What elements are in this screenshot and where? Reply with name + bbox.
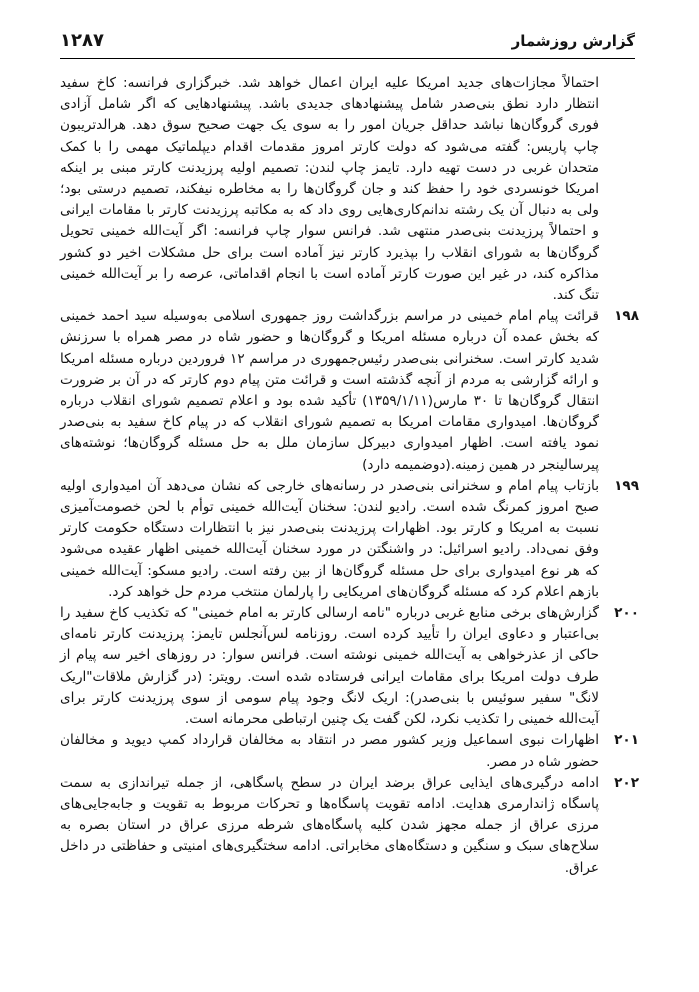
entry-text: اظهارات نبوی اسماعیل وزیر کشور مصر در انتقاد به مخالفان قرارداد کمپ دیوید و مخالفان حضور شاه در مصر. [60, 732, 599, 770]
page-header [60, 30, 635, 59]
running-title: گزارش روزشمار [511, 32, 635, 50]
entry-number: ۱۹۸ [614, 308, 639, 325]
entry-number: ۲۰۲ [614, 774, 639, 791]
entry-text: احتمالاً مجازات‌های جدید امریکا علیه ایران اعمال خواهد شد. خبرگزاری فرانسه: کاخ سفید انتظار دارد نطق بنی‌صدر شامل پیشنهادهای جدیدی باشد. پیشنهادهایی که اگر شامل آزادی فوری گروگان‌ها نباشد حداقل جریان امور را به سوی یک جهت صحیح سوق دهد. هرالدتریبون چاپ پاریس: گفته می‌شود که دولت کارتر امروز مقدمات اقدام دیپلماتیک مهمی را با کمک متحدان غربی در دست تهیه دارد. تایمز چاپ لندن: تصمیم اولیه پرزیدنت کارتر مبنی بر اینکه امریکا خونسردی خود را حفظ کند و جان گروگان‌ها را به مخاطره نیفکند، تصمیم درستی بود؛ ولی به دنبال آن یک رشته ندانم‌کاری‌هایی روی داد که به مکاتبه پرزیدنت کارتر با مقامات ایرانی و احتمالاً پرزیدنت بنی‌صدر منتهی شد. فرانس سوار چاپ فرانسه: اگر آیت‌الله خمینی تحویل گروگان‌ها به شورای انقلاب را بپذیرد کارتر نیز آماده است برای حل مشکلات اخیر دو کشور مذاکره کند، در غیر این صورت کارتر آماده است با انجام اقداماتی، عرصه را بر آیت‌الله خمینی تنگ کند. [60, 75, 599, 304]
entry-text: قرائت پیام امام خمینی در مراسم بزرگداشت روز جمهوری اسلامی به‌وسیله سید احمد خمینی که بخش عمده آن درباره مسئله امریکا و گروگان‌ها و حضور شاه در مصر همراه با سرزنش شدید کارتر است. سخنرانی بنی‌صدر رئیس‌جمهوری در مراسم ۱۲ فروردین درباره مسئله امریکا و ارائه گزارشی به مردم از آنچه گذشته است و قرائت متن پیام دوم کارتر که در آن بر ضرورت انتقال گروگان‌ها تا ۳۰ مارس(۱۳۵۹/۱/۱۱) تأکید شده بود و اعلام تصمیم شورای انقلاب درباره گروگان‌ها. امیدواری مقامات امریکا به تصمیم شورای انقلاب که در پیام کاخ سفید به بنی‌صدر نمود یافته است. اظهار امیدواری دبیرکل سازمان ملل به حل مسئله گروگان‌ها؛ نوشته‌های پیرسالینجر در همین زمینه.(دوضمیمه دارد) [60, 308, 599, 473]
entry-200 [60, 603, 639, 730]
entry-text: بازتاب پیام امام و سخنرانی بنی‌صدر در رسانه‌های خارجی که نشان می‌دهد آن امیدواری اولیه صبح امروز کمرنگ شده است. رادیو لندن: سخنان آیت‌الله خمینی توأم با لحن خصومت‌آمیزی نسبت به امریکا و کارتر بود. اظهارات پرزیدنت بنی‌صدر نیز با انتظارات دستگاه حکومت کارتر وفق نمی‌داد. رادیو اسرائیل: در واشنگتن در مورد سخنان آیت‌الله خمینی اظهار عقیده می‌شود که هر نوع امیدواری برای حل مسئله گروگان‌ها از بین رفته است. رادیو مسکو: آیت‌الله خمینی بازهم اعلام کرد که مسئله گروگان‌های امریکایی را پارلمان منتخب مردم حل خواهد کرد. [60, 477, 599, 600]
entry-number: ۲۰۱ [614, 732, 639, 749]
page-body [60, 73, 639, 879]
page-number: ۱۲۸۷ [60, 30, 104, 51]
entry-number: ۲۰۰ [614, 605, 639, 622]
entry-text: ادامه درگیری‌های ایذایی عراق برضد ایران در سطح پاسگاهی، از جمله تیراندازی به سمت پاسگاه ژاندارمری هدایت. ادامه تقویت پاسگاه‌ها و تحرکات مربوط به تقویت و جابه‌جایی‌های مرزی عراق از جمله مجهز شدن کلیه پاسگاه‌های شرطه مرزی عراق در استان بصره به سلاح‌های سبک و سنگین و دستگاه‌های مخابراتی. ادامه سختگیری‌های امنیتی و حفاظتی در داخل عراق. [60, 774, 599, 876]
entry-continuation [60, 73, 639, 306]
entry-202 [60, 773, 639, 879]
entry-number: ۱۹۹ [614, 477, 639, 494]
entry-text: گزارش‌های برخی منابع غربی درباره "نامه ارسالی کارتر به امام خمینی" که تکذیب کاخ سفید را بی‌اعتبار و دعاوی ایران را تأیید کرده است. روزنامه لس‌آنجلس تایمز: پرزیدنت کارتر نامه‌ای حاکی از عذرخواهی به آیت‌الله خمینی نوشته است. فرانس سوار: در روزهای اخیر سه پیام از طرف دولت امریکا برای مقامات ایرانی فرستاده شده است. رویتر: (در گزارش ملاقات"اریک لانگ" سفیر سوئیس با بنی‌صدر): اریک لانگ وجود پیام سومی از سوی پرزیدنت کارتر برای آیت‌الله خمینی را تکذیب نکرد، لکن گفت یک چنین ارتباطی محرمانه است. [60, 605, 599, 728]
entry-201 [60, 730, 639, 772]
entry-199 [60, 476, 639, 603]
entry-198 [60, 306, 639, 476]
